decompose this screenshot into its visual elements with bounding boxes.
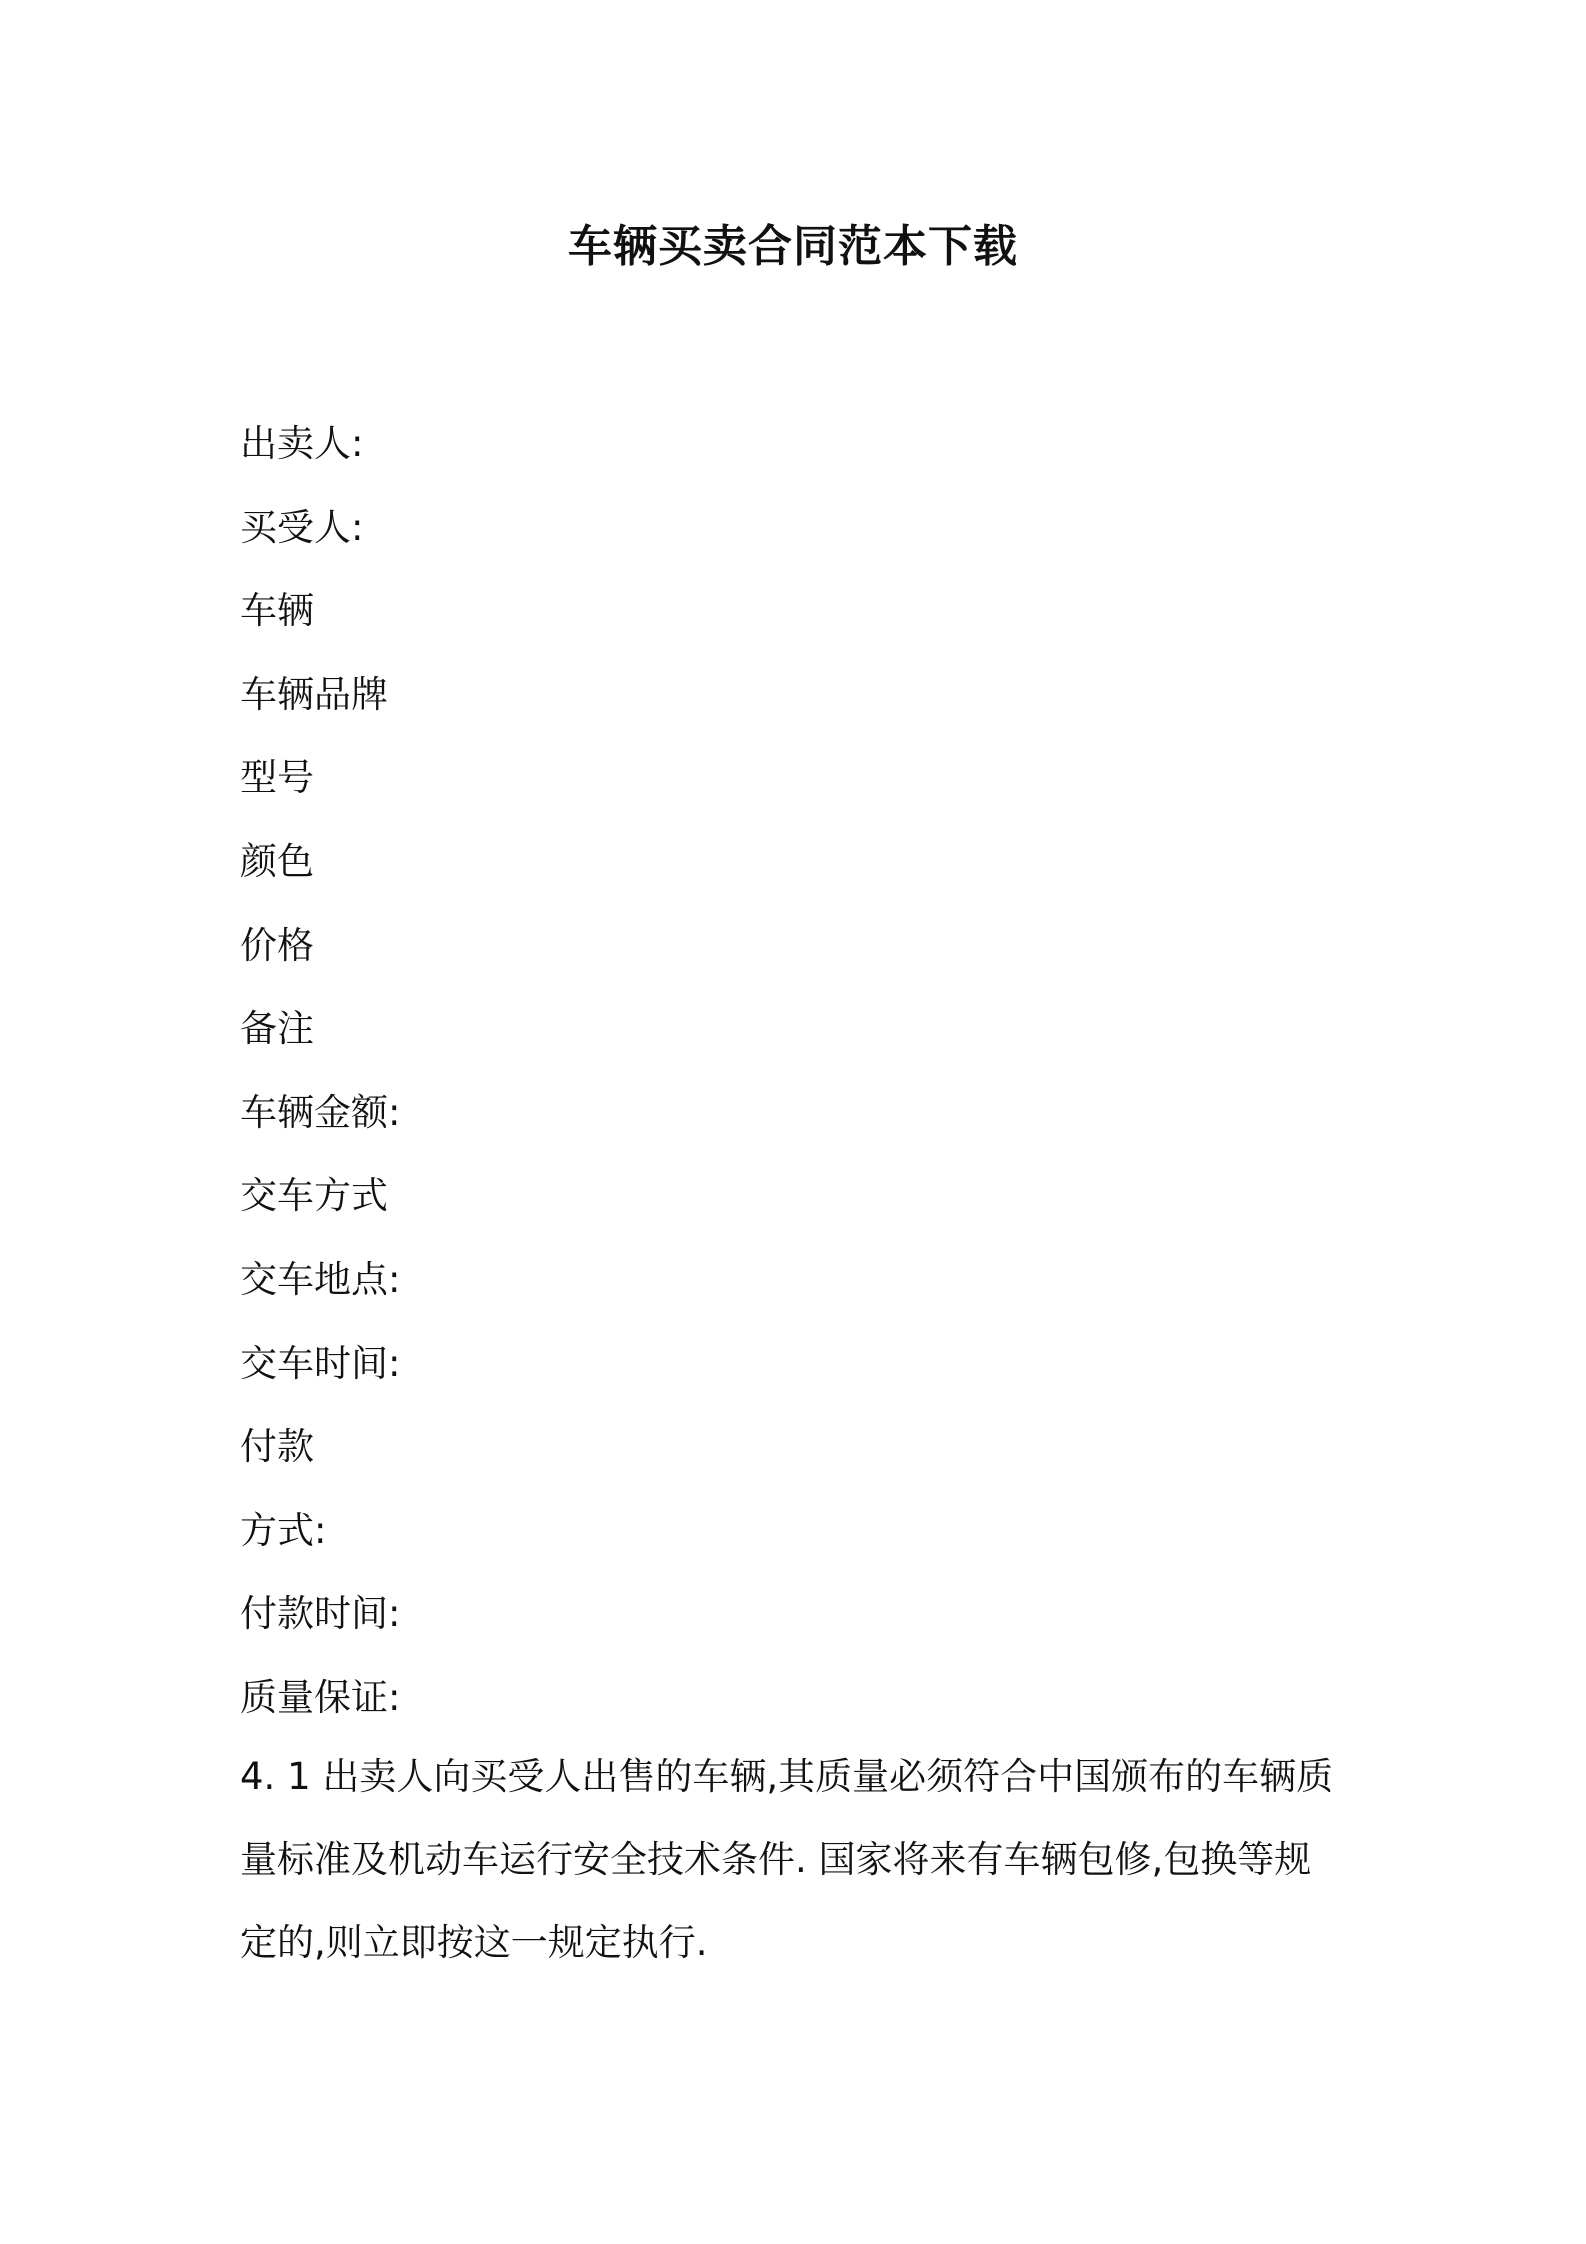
clause-line: 4. 1 出卖人向买受人出售的车辆,其质量必须符合中国颁布的车辆质 xyxy=(240,1755,1334,1798)
field-payment-method: 方式: xyxy=(240,1508,327,1552)
field-vehicle-brand: 车辆品牌 xyxy=(240,672,388,716)
field-vehicle-amount: 车辆金额: xyxy=(240,1090,401,1134)
field-delivery-location: 交车地点: xyxy=(240,1257,401,1301)
field-color: 颜色 xyxy=(240,839,314,883)
field-remarks: 备注 xyxy=(240,1007,314,1051)
contract-fields xyxy=(240,402,1360,1740)
field-quality-guarantee: 质量保证: xyxy=(240,1675,401,1719)
field-price: 价格 xyxy=(240,923,314,967)
field-buyer: 买受人: xyxy=(240,505,364,549)
field-delivery-method: 交车方式 xyxy=(240,1174,388,1218)
field-delivery-time: 交车时间: xyxy=(240,1341,401,1385)
clause-line: 定的,则立即按这一规定执行. xyxy=(240,1921,708,1964)
field-vehicle: 车辆 xyxy=(240,589,314,633)
clause-line: 量标准及机动车运行安全技术条件. 国家将来有车辆包修,包换等规 xyxy=(240,1838,1312,1881)
quality-clause xyxy=(240,1735,1370,1984)
field-model: 型号 xyxy=(240,756,314,800)
document-title: 车辆买卖合同范本下载 xyxy=(568,221,1018,272)
field-seller: 出卖人: xyxy=(240,422,364,465)
field-payment-time: 付款时间: xyxy=(240,1592,401,1636)
field-payment: 付款 xyxy=(240,1425,314,1469)
